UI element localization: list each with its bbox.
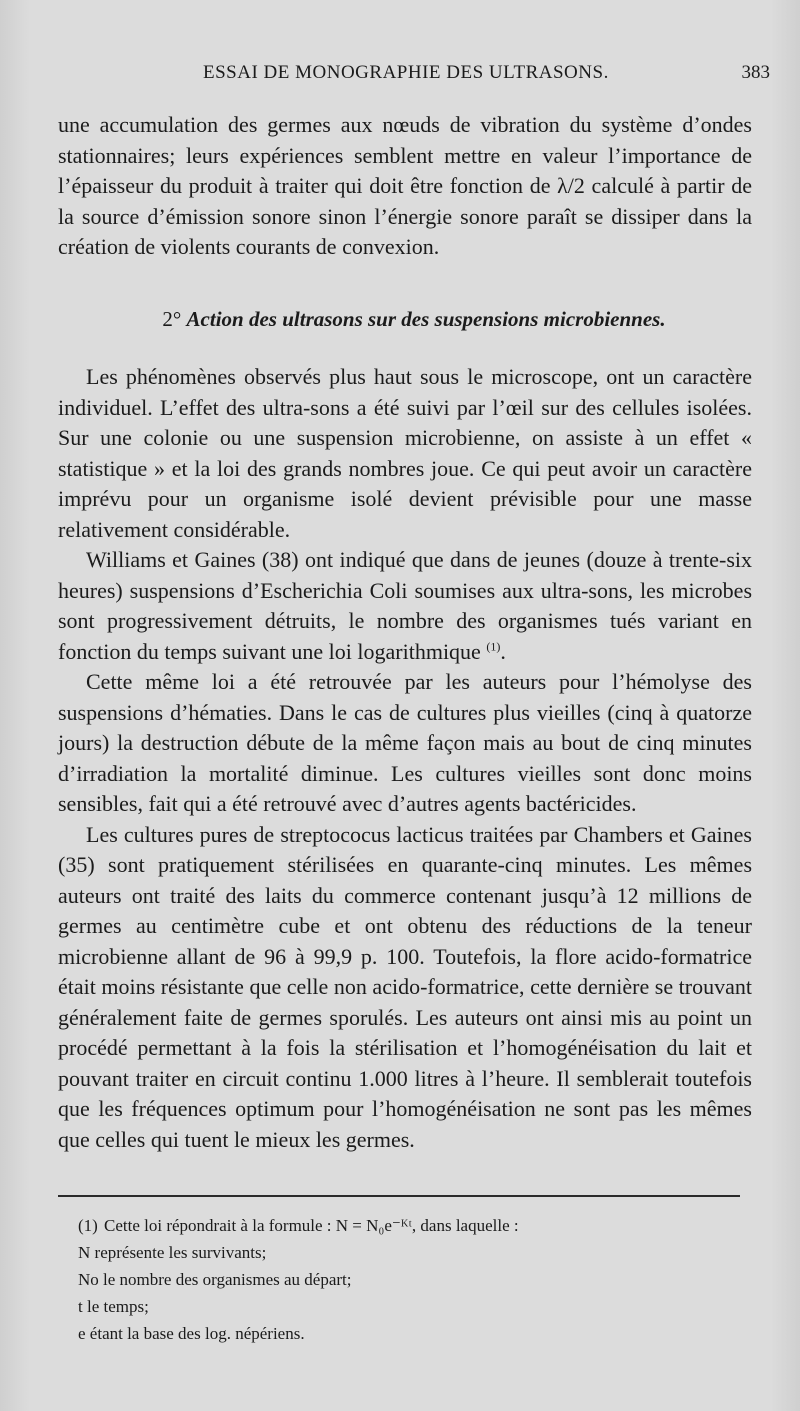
footnote-line: N représente les survivants; [78,1243,267,1262]
paragraph-with-footnote [58,545,752,667]
footnotes [78,1212,738,1347]
footnote-marker: (1) [78,1216,98,1235]
running-title: ESSAI DE MONOGRAPHIE DES ULTRASONS. [203,62,609,83]
paragraph-text: Williams et Gaines (38) ont indiqué que dans de jeunes (douze à trente-six heures) suspensions d’Escherichia Coli soumises aux ultra-sons, les microbes sont progressivement détruits, le nombre des organismes tués variant en fonction du temps suivant une loi logarithmique [58,547,752,664]
section-body [58,362,752,1155]
running-header [58,62,770,92]
section-number: 2° [162,307,182,331]
footnote-reference: (1) [486,639,501,654]
footnote-line [78,1212,738,1239]
footnote-text: Cette loi répondrait à la formule : N = N₀e⁻ᴷᵗ, dans laquelle : [104,1216,519,1235]
page-number: 383 [741,62,770,83]
paragraph: Les cultures pures de streptococus lacticus traitées par Chambers et Gaines (35) sont pratiquement stérilisées en quarante-cinq minutes. Les mêmes auteurs ont traité des laits du commerce contenant jusqu’à 12 millions de germes au centimètre cube et ont obtenu des réductions de la teneur microbienne allant de 96 à 99,9 p. 100. Toutefois, la flore acido-formatrice était moins résistante que celle non acido-formatrice, cette dernière se trouvant généralement faite de germes sporulés. Les auteurs ont ainsi mis au point un procédé permettant à la fois la stérilisation et l’homogénéisation du lait et pouvant traiter en circuit continu 1.000 litres à l’heure. Il semblerait toutefois que les fréquences optimum pour l’homogénéisation ne sont pas les mêmes que celles qui tuent le mieux les germes. [58,821,752,1152]
footnote-line: No le nombre des organismes au départ; [78,1270,352,1289]
paragraph-end-punct: . [500,638,506,664]
section-heading [58,307,770,332]
paragraph: Cette même loi a été retrouvée par les auteurs pour l’hémolyse des suspensions d’hématies. Dans le cas de cultures plus vieilles (cinq à quatorze jours) la destruction débute de la même façon mais au bout de cinq minutes d’irradiation la mortalité diminue. Les cultures vieilles sont donc moins sensibles, fait qui a été retrouvé avec d’autres agents bactéricides. [58,669,752,816]
section-title: Action des ultrasons sur des suspensions microbiennes. [186,307,666,331]
paragraph: Les phénomènes observés plus haut sous le microscope, ont un caractère individuel. L’effet des ultra-sons a été suivi par l’œil sur des cellules isolées. Sur une colonie ou une suspension microbienne, on assiste à un effet « statistique » et la loi des grands nombres joue. Ce qui peut avoir un caractère imprévu pour un organisme isolé devient prévisible pour une masse relativement considérable. [58,364,752,542]
footnote-line: t le temps; [78,1297,149,1316]
footnote-line: e étant la base des log. népériens. [78,1324,305,1343]
footnote-divider [58,1195,740,1197]
paragraph-continuation: une accumulation des germes aux nœuds de vibration du système d’ondes stationnaires; leurs expériences semblent mettre en valeur l’importance de l’épaisseur du produit à traiter qui doit être fonction de λ/2 calculé à partir de la source d’émission sonore sinon l’énergie sonore paraît se dissiper dans la création de violents courants de convexion. [58,112,752,259]
